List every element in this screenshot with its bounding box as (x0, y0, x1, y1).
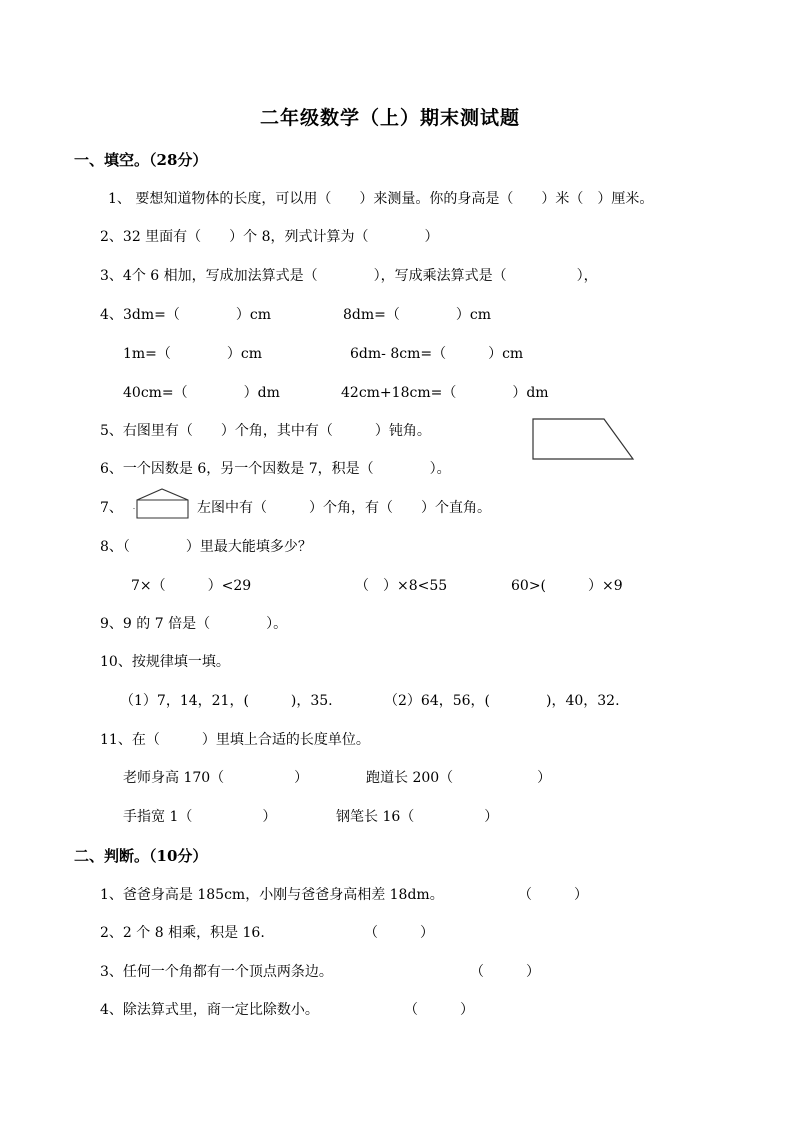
question-8c: 60>( ）×9 (511, 578, 623, 594)
page-title: 二年级数学（上）期末测试题 (260, 107, 521, 129)
question-5: 5、右图里有（ ）个角，其中有（ ）钝角。 (100, 423, 431, 439)
question-4e: 40cm=（ ）dm (123, 385, 280, 401)
question-11a: 老师身高 170（ ） (123, 770, 309, 786)
question-8b: （ ）×8<55 (355, 578, 448, 594)
section-judgement-heading: 二、判断。（10分） (74, 847, 208, 865)
judgement-4-paren: （ ） (404, 1002, 474, 1018)
question-6: 6、一个因数是 6，另一个因数是 7，积是（ ）。 (100, 461, 451, 477)
trapezoid-figure (530, 417, 636, 463)
question-10-part-1: （1）7，14，21，( )，35. (120, 693, 333, 709)
question-7-number: 7、 (100, 500, 123, 516)
question-8a: 7×（ ）<29 (131, 578, 252, 594)
question-4c: 1m=（ ）cm (123, 346, 263, 362)
question-11d: 钢笔长 16（ ） (336, 809, 499, 825)
judgement-1-paren: （ ） (518, 887, 588, 903)
question-1: 1、 要想知道物体的长度，可以用（ ）来测量。你的身高是（ ）米（ ）厘米。 (108, 191, 654, 207)
house-shape-figure (132, 488, 192, 520)
question-4b: 8dm=（ ）cm (343, 307, 491, 323)
question-3: 3、4个 6 相加，写成加法算式是（ ），写成乘法算式是（ ）， (100, 268, 598, 284)
question-10-part-2: （2）64，56，( )，40，32. (384, 693, 620, 709)
question-4d: 6dm- 8cm=（ ）cm (350, 346, 524, 362)
judgement-4: 4、除法算式里，商一定比除数小。 (100, 1002, 319, 1018)
question-4-label: 4、 (100, 307, 123, 323)
question-10: 10、按规律填一填。 (100, 654, 230, 670)
question-11b: 跑道长 200（ ） (366, 770, 552, 786)
judgement-3: 3、任何一个角都有一个顶点两条边。 (100, 964, 333, 980)
question-11c: 手指宽 1（ ） (123, 809, 277, 825)
question-4a: 3dm=（ ）cm (123, 307, 271, 323)
question-2: 2、32 里面有（ ）个 8，列式计算为（ ） (100, 229, 439, 245)
judgement-2: 2、2 个 8 相乘，积是 16. (100, 925, 265, 941)
question-9: 9、9 的 7 倍是（ ）。 (100, 616, 288, 632)
question-11: 11、在（ ）里填上合适的长度单位。 (100, 732, 370, 748)
question-7-text: 左图中有（ ）个角，有（ ）个直角。 (197, 500, 491, 516)
question-8: 8、（ ）里最大能填多少？ (100, 539, 312, 555)
judgement-3-paren: （ ） (470, 964, 540, 980)
judgement-1: 1、爸爸身高是 185cm，小刚与爸爸身高相差 18dm。 (100, 887, 444, 903)
section-fill-blank-heading: 一、填空。（28分） (74, 151, 208, 169)
question-4f: 42cm+18cm=（ ）dm (341, 385, 549, 401)
judgement-2-paren: （ ） (364, 925, 434, 941)
